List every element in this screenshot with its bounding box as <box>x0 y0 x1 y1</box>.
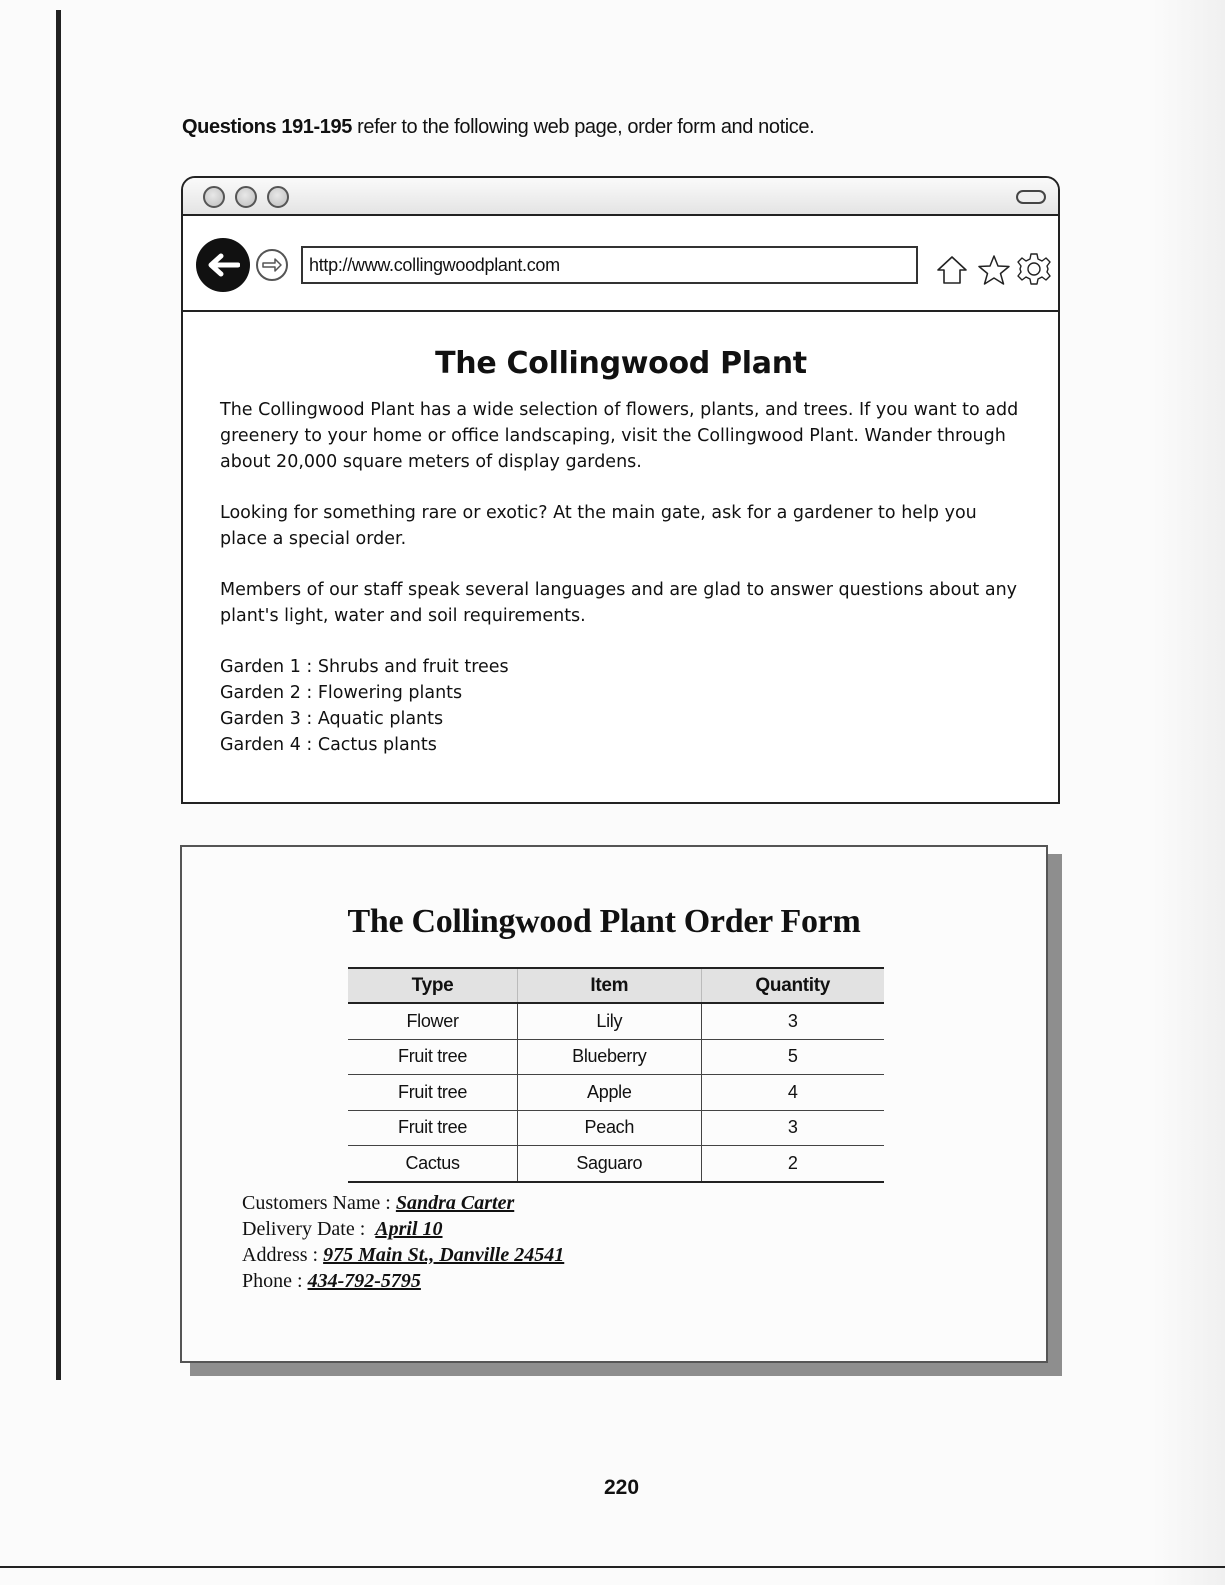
browser-titlebar <box>183 178 1058 216</box>
table-row <box>348 1075 884 1111</box>
cell-type: Flower <box>348 1003 518 1039</box>
cell-item: Peach <box>518 1110 701 1146</box>
arrow-left-icon <box>206 253 240 277</box>
arrow-right-icon <box>261 257 283 273</box>
question-range: Questions 191-195 <box>182 116 352 138</box>
garden-item: Garden 3 : Aquatic plants <box>220 709 444 729</box>
forward-button[interactable] <box>256 249 288 281</box>
window-close-dot[interactable] <box>203 186 225 208</box>
table-row <box>348 1039 884 1075</box>
address-line <box>242 1242 564 1268</box>
cell-quantity: 3 <box>701 1003 884 1039</box>
question-intro <box>182 116 814 139</box>
home-icon[interactable] <box>935 254 969 286</box>
garden-item: Garden 4 : Cactus plants <box>220 735 437 755</box>
cell-type: Fruit tree <box>348 1075 518 1111</box>
page-edge-shadow <box>1153 0 1225 1585</box>
cell-quantity: 3 <box>701 1110 884 1146</box>
column-header-item: Item <box>518 968 701 1003</box>
table-row <box>348 1003 884 1039</box>
customer-name-line <box>242 1190 564 1216</box>
delivery-date-value: April 10 <box>375 1218 443 1240</box>
phone-line <box>242 1268 564 1294</box>
order-form-title: The Collingwood Plant Order Form <box>347 903 861 940</box>
address-label: Address : <box>242 1244 324 1266</box>
browser-window <box>181 176 1060 804</box>
margin-bar <box>56 10 61 1380</box>
window-maximize-dot[interactable] <box>267 186 289 208</box>
order-table <box>348 967 884 1183</box>
gear-icon[interactable] <box>1017 252 1051 286</box>
garden-item: Garden 1 : Shrubs and fruit trees <box>220 657 509 677</box>
window-minimize-dot[interactable] <box>235 186 257 208</box>
cell-type: Fruit tree <box>348 1039 518 1075</box>
page-number: 220 <box>603 1476 640 1499</box>
column-header-quantity: Quantity <box>701 968 884 1003</box>
delivery-date-label: Delivery Date : <box>242 1218 376 1240</box>
table-header-row <box>348 968 884 1003</box>
cell-type: Cactus <box>348 1146 518 1182</box>
cell-quantity: 2 <box>701 1146 884 1182</box>
paragraph-intro: The Collingwood Plant has a wide selection of flowers, plants, and trees. If you want to add greenery to your home or office landscaping, visit the Collingwood Plant. Wander through about 20,000 square meters of display gardens. <box>220 400 1019 472</box>
delivery-date-line <box>242 1216 564 1242</box>
cell-item: Saguaro <box>518 1146 701 1182</box>
order-form <box>180 845 1048 1363</box>
garden-item: Garden 2 : Flowering plants <box>220 683 463 703</box>
browser-navbar <box>183 216 1058 312</box>
paragraph-staff: Members of our staff speak several languages and are glad to answer questions about any plant's light, water and soil requirements. <box>220 580 1018 626</box>
window-pill-icon[interactable] <box>1016 190 1046 204</box>
cell-item: Apple <box>518 1075 701 1111</box>
cell-item: Blueberry <box>518 1039 701 1075</box>
column-header-type: Type <box>348 968 518 1003</box>
cell-quantity: 4 <box>701 1075 884 1111</box>
cell-item: Lily <box>518 1003 701 1039</box>
phone-value: 434-792-5795 <box>307 1270 421 1292</box>
customer-name-label: Customers Name : <box>242 1192 396 1214</box>
phone-label: Phone : <box>242 1270 308 1292</box>
garden-list <box>220 654 1022 758</box>
cell-type: Fruit tree <box>348 1110 518 1146</box>
table-row <box>348 1146 884 1182</box>
back-button[interactable] <box>196 238 250 292</box>
cell-quantity: 5 <box>701 1039 884 1075</box>
table-row <box>348 1110 884 1146</box>
customer-details <box>242 1190 564 1294</box>
customer-name-value: Sandra Carter <box>395 1192 515 1214</box>
bottom-rule <box>0 1566 1225 1568</box>
star-icon[interactable] <box>978 254 1010 286</box>
web-page-content <box>183 346 1058 758</box>
web-page-title: The Collingwood Plant <box>435 346 807 381</box>
address-bar[interactable]: http://www.collingwoodplant.com <box>301 246 918 284</box>
paragraph-special-order: Looking for something rare or exotic? At the main gate, ask for a gardener to help you place a special order. <box>220 503 977 549</box>
address-value: 975 Main St., Danville 24541 <box>323 1244 565 1266</box>
question-intro-text: refer to the following web page, order form and notice. <box>351 116 815 138</box>
